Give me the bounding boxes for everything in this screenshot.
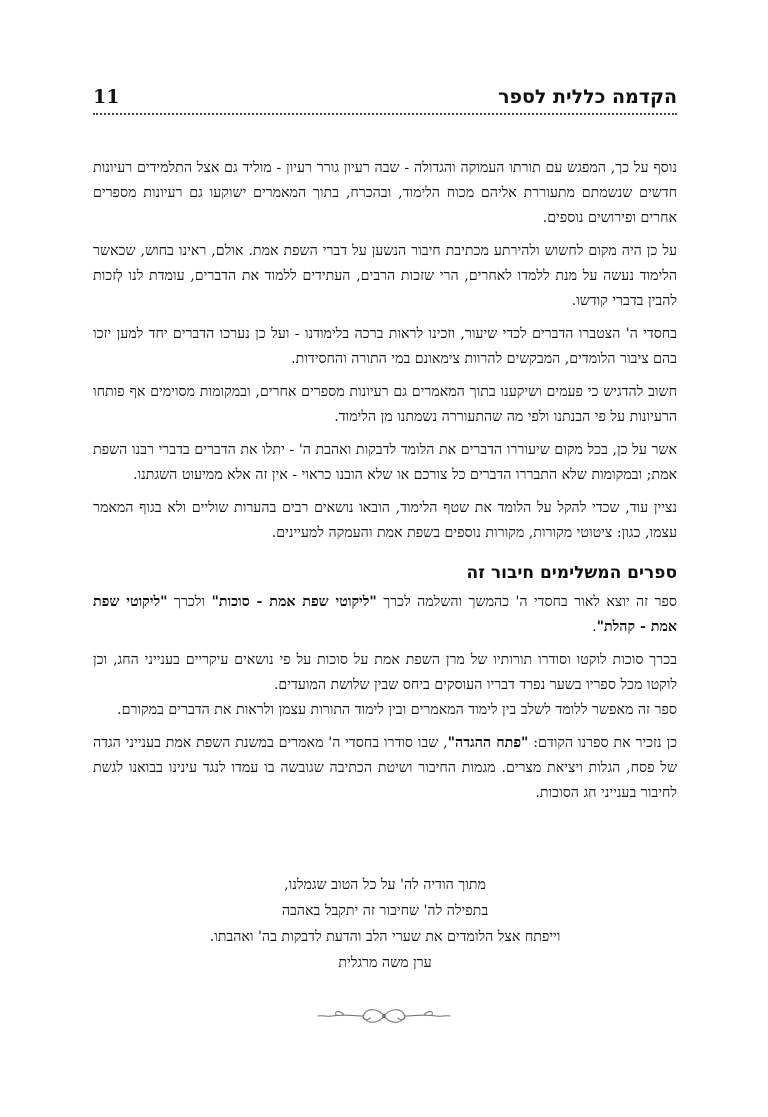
header-dotted-rule — [93, 113, 677, 115]
paragraph: בכרך סוכות לוקטו וסודרו תורותיו של מרן השפת אמת על סוכות על פי נושאים עיקריים בענייני החג, וכן לוקטו מכל ספריו בשער נפרד דבריו העוסקים ביחס שבין שלושת המועדים. — [93, 652, 677, 693]
main-text — [93, 156, 677, 814]
page-number: 11 — [93, 86, 120, 108]
paragraph: נציין עוד, שכדי להקל על הלומד את שטף הלימוד, הובאו נושאים רבים בהערות שוליים ולא בגוף המאמר עצמו, כגון: ציטוטי מקורות, מקורות נוספים בשפת אמת והעמקה למעיינים. — [93, 500, 677, 541]
text-run: . — [592, 619, 597, 635]
paragraph: חשוב להדגיש כי פעמים ושיקענו בתוך המאמרים גם רעיונות מספרים אחרים, ובמקומות מסוימים אף פותחו הרעיונות על פי הבנתנו ולפי מה שהתעוררה נשמתנו מן הלימוד. — [93, 384, 677, 425]
text-run: ולכרך — [167, 594, 212, 610]
paragraph: על כן היה מקום לחשוש ולהירתע מכתיבת חיבור הנשען על דברי השפת אמת. אולם, ראינו בחוש, שכאשר הלימוד נעשה על מנת ללמדו לאחרים, הרי שזכות הרבים, העתידים ללמוד את הדברים, עומדת לנו לְזכות להבין בדברי קודשו. — [93, 243, 677, 309]
book-title-sukkot: "ליקוטי שפת אמת - סוכות" — [211, 594, 377, 610]
text-run: , שבו סודרו בחסדי ה' מאמרים במשנת השפת אמת בענייני הגדה של פסח, הגלות ויציאת מצרים. מגמות החיבור ושיטת הכתיבה שגובשה בו עמדו לנגד עינינו בבואנו לגשת לחיבור בענייני חג הסוכות. — [93, 735, 677, 801]
book-title-kohelet: "ליקוטי שפת אמת - קהלת" — [93, 594, 677, 635]
running-header — [93, 82, 677, 112]
author-signature: ערן משה מרגלית — [338, 955, 432, 971]
closing-dedication — [93, 872, 677, 976]
paragraph: אשר על כן, בכל מקום שיעוררו הדברים את הלומד לדבקות ואהבת ה' - יתלו את הדברים בדברי רבנו השפת אמת; ובמקומות שלא התבררו הדברים כל צורכם או שלא הובנו כראוי - אין זה אלא ממיעוט השגתנו. — [93, 442, 677, 483]
paragraph: בחסדי ה' הצטברו הדברים לכדי שיעור, וזכינו לראות ברכה בלימודנו - ועל כן נערכו הדברים יחד למען יזכו בהם ציבור הלומדים, המבקשים להרוות צימאונם במי התורה והחסידות. — [93, 326, 677, 367]
text-run: כן נזכיר את ספרנו הקודם: — [528, 735, 678, 751]
paragraph: נוסף על כך, המפגש עם תורתו העמוקה והגדולה - שבה רעיון גורר רעיון - מוליד גם אצל התלמידים רעיונות חדשים שנשמתם מתעוררת אליהם מכוח הלימוד, ובהכרח, בתוך המאמרים ישוקעו גם רעיונות מספרים אחרים ופירושים נוספים. — [93, 160, 677, 226]
paragraph — [93, 590, 677, 640]
floral-divider-icon — [314, 1004, 454, 1028]
closing-line: בתפילה לה' שחיבור זה יתקבל באהבה — [281, 903, 489, 919]
text-run: ספר זה יוצא לאור בחסדי ה' כהמשך והשלמה לכרך — [376, 594, 677, 610]
closing-line: מתוך הודיה לה' על כל הטוב שגמלנו, — [284, 877, 486, 893]
paragraph — [93, 731, 677, 806]
book-title-haggadah: "פתח ההגדה" — [447, 735, 529, 751]
section-heading: ספרים המשלימים חיבור זה — [466, 563, 677, 583]
header-title: הקדמה כללית לספר — [498, 86, 677, 108]
closing-line: וייפתח אצל הלומדים את שערי הלב והדעת לדבקות בה' ואהבתו. — [209, 929, 561, 945]
paragraph: ספר זה מאפשר ללומד לשלב בין לימוד המאמרים ובין לימוד התורות עצמן ולראות את הדברים במקורם. — [117, 702, 677, 718]
